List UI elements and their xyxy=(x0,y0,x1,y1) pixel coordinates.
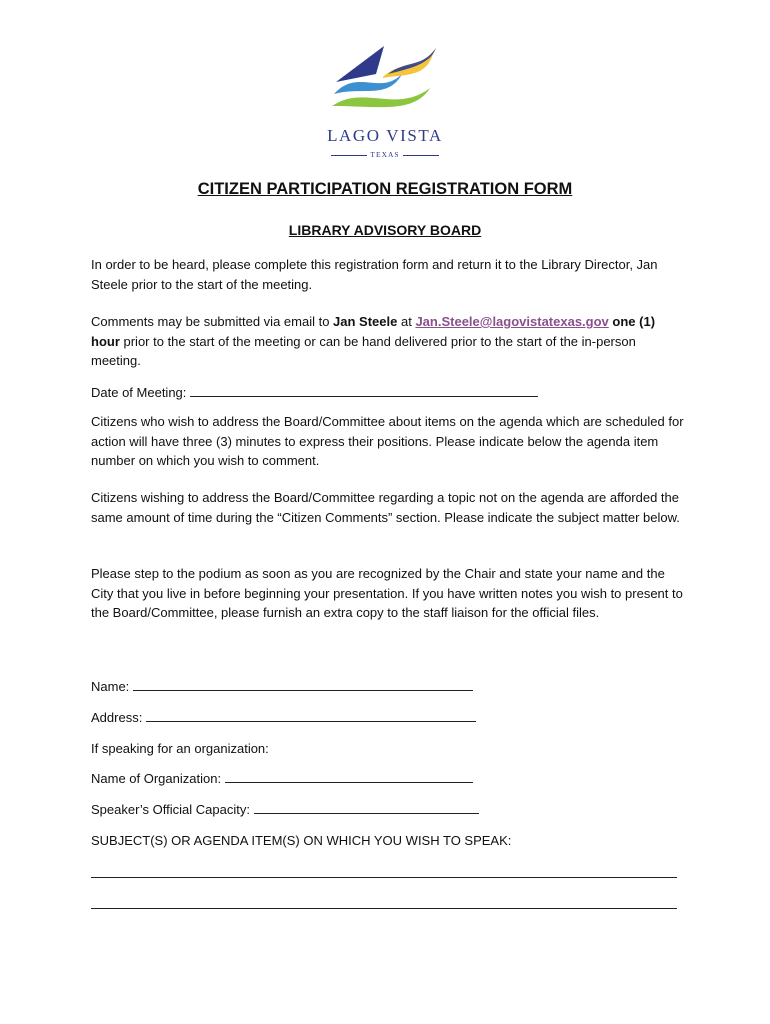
comments-paragraph: Comments may be submitted via email to Jan Steele at Jan.Steele@lagovistatexas.gov one (1) hour prior to the start of the meeting or can be hand delivered prior to the start of the in-person meeting. xyxy=(91,314,656,368)
lago-vista-logo xyxy=(318,44,452,162)
date-input-line[interactable] xyxy=(190,383,538,397)
name-input-line[interactable] xyxy=(133,677,473,691)
form-title: CITIZEN PARTICIPATION REGISTRATION FORM xyxy=(197,180,573,198)
board-title: LIBRARY ADVISORY BOARD xyxy=(288,222,482,238)
email-link[interactable]: Jan.Steele@lagovistatexas.gov xyxy=(415,314,609,329)
logo-name: LAGO VISTA xyxy=(327,126,443,145)
intro-paragraph: In order to be heard, please complete this registration form and return it to the Library Director, Jan Steele prior to the start of the meeting. xyxy=(91,257,658,292)
address-label: Address: xyxy=(91,710,146,725)
subject-input-line-1[interactable] xyxy=(91,877,677,878)
logo-subtitle: TEXAS xyxy=(318,150,452,159)
organization-intro: If speaking for an organization: xyxy=(91,741,269,756)
date-of-meeting-field xyxy=(91,383,687,403)
capacity-label: Speaker’s Official Capacity: xyxy=(91,802,254,817)
address-input-line[interactable] xyxy=(146,708,476,722)
non-agenda-paragraph: Citizens wishing to address the Board/Committee regarding a topic not on the agenda are afforded the same amount of time during the “Citizen Comments” section. Please indicate the subject matter below. xyxy=(91,490,680,525)
organization-name-label: Name of Organization: xyxy=(91,771,225,786)
organization-name-input-line[interactable] xyxy=(225,769,473,783)
capacity-input-line[interactable] xyxy=(254,800,479,814)
name-field xyxy=(91,677,687,697)
date-label: Date of Meeting: xyxy=(91,385,190,400)
agenda-paragraph: Citizens who wish to address the Board/Committee about items on the agenda which are scheduled for action will have three (3) minutes to express their positions. Please indicate below the agenda item number on which you wish to comment. xyxy=(91,414,684,468)
capacity-field xyxy=(91,800,687,820)
name-label: Name: xyxy=(91,679,133,694)
podium-paragraph: Please step to the podium as soon as you are recognized by the Chair and state your name and the City that you live in before beginning your presentation. If you have written notes you wish to present to the Board/Committee, please furnish an extra copy to the staff liaison for the official files. xyxy=(91,566,683,620)
subject-input-line-2[interactable] xyxy=(91,908,677,909)
subject-label: SUBJECT(S) OR AGENDA ITEM(S) ON WHICH YOU WISH TO SPEAK: xyxy=(91,833,512,848)
logo-mark-icon xyxy=(318,44,452,124)
organization-name-field xyxy=(91,769,687,789)
address-field xyxy=(91,708,687,728)
